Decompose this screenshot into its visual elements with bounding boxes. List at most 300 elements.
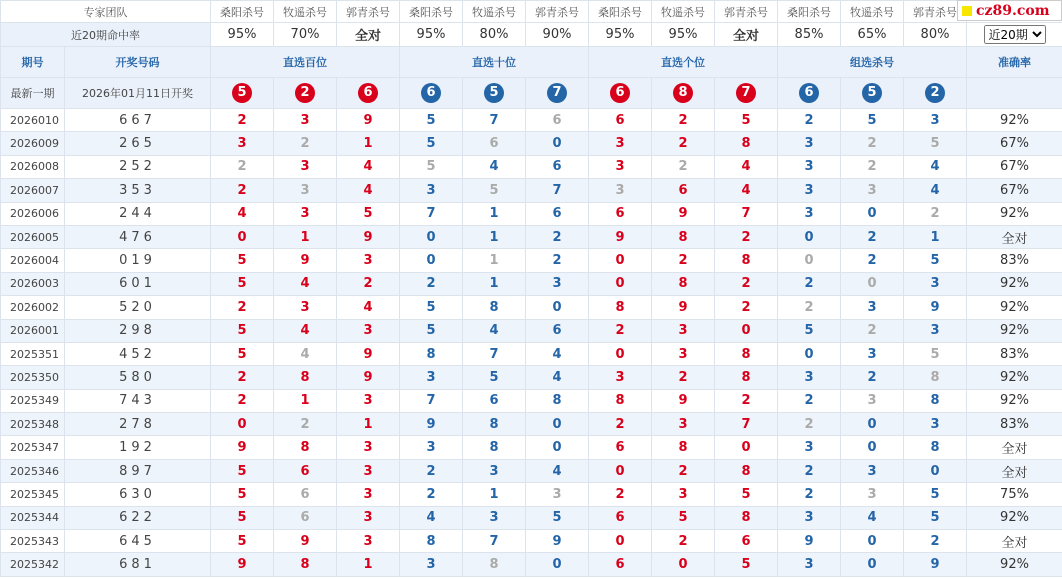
kill-number: 2 (652, 109, 715, 132)
kill-number: 6 (274, 506, 337, 529)
kill-number: 5 (463, 366, 526, 389)
logo-square-icon (962, 6, 972, 16)
expert-name: 牧遥杀号 (463, 1, 526, 23)
expert-name: 郭青杀号 (715, 1, 778, 23)
kill-number: 8 (715, 249, 778, 272)
number-ball: 6 (799, 83, 819, 103)
kill-number: 9 (652, 202, 715, 225)
kill-number: 2 (274, 413, 337, 436)
latest-ball-cell (841, 78, 904, 109)
kill-number: 5 (211, 530, 274, 553)
kill-number: 0 (841, 413, 904, 436)
kill-number: 4 (211, 202, 274, 225)
row-draw-number: 353 (65, 179, 211, 202)
kill-number: 3 (778, 132, 841, 155)
kill-number: 2 (841, 249, 904, 272)
kill-number: 0 (526, 436, 589, 459)
kill-number: 2 (589, 483, 652, 506)
kill-number: 3 (778, 553, 841, 576)
kill-number: 3 (337, 530, 400, 553)
kill-number: 1 (463, 202, 526, 225)
kill-number: 9 (274, 530, 337, 553)
row-draw-number: 265 (65, 132, 211, 155)
kill-number: 2 (337, 272, 400, 295)
kill-number: 3 (211, 132, 274, 155)
row-draw-number: 667 (65, 109, 211, 132)
kill-number: 2 (778, 389, 841, 412)
row-draw-number: 743 (65, 389, 211, 412)
kill-number: 1 (904, 225, 967, 248)
hit-rate: 全对 (337, 23, 400, 47)
kill-number: 2 (589, 413, 652, 436)
kill-number: 2 (778, 459, 841, 482)
row-issue: 2025351 (1, 342, 65, 365)
kill-number: 2 (778, 272, 841, 295)
kill-number: 1 (337, 553, 400, 576)
kill-number: 5 (526, 506, 589, 529)
table-row (1, 132, 1062, 155)
row-issue: 2026009 (1, 132, 65, 155)
expert-name: 郭青杀号 (526, 1, 589, 23)
kill-number: 4 (841, 506, 904, 529)
kill-number: 8 (463, 296, 526, 319)
kill-number: 3 (274, 296, 337, 319)
kill-number: 8 (715, 459, 778, 482)
kill-number: 5 (211, 506, 274, 529)
kill-number: 4 (463, 155, 526, 178)
row-issue: 2025346 (1, 459, 65, 482)
row-accuracy: 全对 (967, 436, 1062, 459)
number-ball: 6 (358, 83, 378, 103)
kill-number: 4 (337, 155, 400, 178)
kill-number: 0 (841, 530, 904, 553)
kill-number: 2 (652, 132, 715, 155)
kill-number: 0 (526, 413, 589, 436)
kill-number: 3 (463, 459, 526, 482)
team-label: 专家团队 (1, 1, 211, 23)
kill-number: 7 (400, 389, 463, 412)
table-row (1, 436, 1062, 459)
kill-number: 7 (715, 202, 778, 225)
kill-number: 0 (526, 132, 589, 155)
latest-ball-cell (526, 78, 589, 109)
hit-rate: 80% (463, 23, 526, 47)
kill-number: 3 (778, 436, 841, 459)
expert-name: 桑阳杀号 (400, 1, 463, 23)
number-ball: 7 (736, 83, 756, 103)
kill-number: 9 (652, 389, 715, 412)
kill-number: 2 (652, 366, 715, 389)
kill-number: 5 (904, 483, 967, 506)
kill-number: 0 (400, 225, 463, 248)
kill-number: 8 (274, 366, 337, 389)
kill-number: 6 (526, 155, 589, 178)
table-row (1, 202, 1062, 225)
hit-rate: 65% (841, 23, 904, 47)
kill-number: 3 (841, 389, 904, 412)
kill-number: 2 (589, 319, 652, 342)
kill-number: 3 (778, 366, 841, 389)
hit-rate: 95% (589, 23, 652, 47)
kill-number: 2 (211, 179, 274, 202)
site-logo[interactable] (957, 0, 1062, 21)
row-issue: 2026002 (1, 296, 65, 319)
kill-number: 2 (400, 272, 463, 295)
number-ball: 5 (862, 83, 882, 103)
row-issue: 2026007 (1, 179, 65, 202)
kill-number: 8 (715, 506, 778, 529)
table-row (1, 366, 1062, 389)
expert-name: 桑阳杀号 (589, 1, 652, 23)
kill-number: 9 (337, 109, 400, 132)
kill-number: 2 (715, 272, 778, 295)
kill-number: 3 (652, 342, 715, 365)
kill-number: 6 (652, 179, 715, 202)
kill-number: 3 (841, 296, 904, 319)
kill-number: 3 (904, 319, 967, 342)
row-issue: 2026001 (1, 319, 65, 342)
row-issue: 2026010 (1, 109, 65, 132)
header-group-kill: 组选杀号 (778, 47, 967, 78)
kill-number: 1 (274, 225, 337, 248)
row-accuracy: 92% (967, 272, 1062, 295)
latest-ball-cell (337, 78, 400, 109)
kill-number: 8 (274, 436, 337, 459)
latest-ball-cell (715, 78, 778, 109)
kill-number: 3 (841, 342, 904, 365)
latest-ball-cell (778, 78, 841, 109)
period-select-cell (967, 23, 1062, 47)
kill-number: 8 (715, 132, 778, 155)
row-draw-number: 278 (65, 413, 211, 436)
row-accuracy: 83% (967, 249, 1062, 272)
kill-number: 6 (715, 530, 778, 553)
kill-number: 2 (841, 225, 904, 248)
kill-number: 9 (652, 296, 715, 319)
row-issue: 2026008 (1, 155, 65, 178)
kill-number: 8 (652, 436, 715, 459)
table-row (1, 109, 1062, 132)
latest-accuracy-cell (967, 78, 1062, 109)
number-ball: 6 (610, 83, 630, 103)
latest-ball-cell (904, 78, 967, 109)
hit-rate-row (1, 23, 1062, 47)
kill-number: 0 (904, 459, 967, 482)
expert-name: 郭青杀号 (337, 1, 400, 23)
expert-name: 牧遥杀号 (841, 1, 904, 23)
kill-number: 5 (400, 319, 463, 342)
header-issue: 期号 (1, 47, 65, 78)
kill-number: 5 (211, 319, 274, 342)
kill-number: 3 (904, 272, 967, 295)
kill-number: 3 (526, 483, 589, 506)
kill-number: 5 (211, 249, 274, 272)
kill-number: 4 (337, 179, 400, 202)
table-row (1, 155, 1062, 178)
kill-number: 9 (337, 342, 400, 365)
kill-number: 4 (526, 342, 589, 365)
kill-number: 8 (904, 436, 967, 459)
kill-number: 5 (400, 296, 463, 319)
expert-name: 郭青杀号 (904, 1, 967, 23)
kill-number: 9 (274, 249, 337, 272)
kill-number: 4 (526, 459, 589, 482)
kill-number: 5 (778, 319, 841, 342)
hit-rate: 70% (274, 23, 337, 47)
row-issue: 2025345 (1, 483, 65, 506)
row-accuracy: 83% (967, 413, 1062, 436)
header-units: 直选个位 (589, 47, 778, 78)
row-draw-number: 622 (65, 506, 211, 529)
kill-number: 0 (589, 272, 652, 295)
row-issue: 2025343 (1, 530, 65, 553)
kill-number: 3 (589, 179, 652, 202)
kill-number: 4 (526, 366, 589, 389)
table-row (1, 225, 1062, 248)
kill-number: 8 (463, 553, 526, 576)
expert-team-row (1, 1, 1062, 23)
kill-number: 8 (715, 342, 778, 365)
kill-number: 3 (274, 202, 337, 225)
row-issue: 2026004 (1, 249, 65, 272)
hit-rate: 80% (904, 23, 967, 47)
kill-number: 2 (778, 109, 841, 132)
number-ball: 2 (295, 83, 315, 103)
kill-number: 3 (589, 366, 652, 389)
kill-number: 2 (841, 132, 904, 155)
row-draw-number: 580 (65, 366, 211, 389)
kill-number: 3 (589, 132, 652, 155)
kill-number: 3 (337, 459, 400, 482)
kill-number: 0 (778, 249, 841, 272)
kill-number: 0 (841, 436, 904, 459)
table-row (1, 342, 1062, 365)
header-tens: 直选十位 (400, 47, 589, 78)
kill-number: 0 (589, 459, 652, 482)
kill-number: 3 (841, 483, 904, 506)
row-draw-number: 452 (65, 342, 211, 365)
kill-number: 2 (274, 132, 337, 155)
row-accuracy: 75% (967, 483, 1062, 506)
kill-number: 9 (904, 553, 967, 576)
kill-number: 5 (400, 155, 463, 178)
kill-number: 4 (400, 506, 463, 529)
kill-number: 1 (337, 413, 400, 436)
kill-number: 2 (778, 413, 841, 436)
header-accuracy: 准确率 (967, 47, 1062, 78)
table-row (1, 249, 1062, 272)
table-row (1, 553, 1062, 576)
row-issue: 2026005 (1, 225, 65, 248)
hit-rate: 95% (211, 23, 274, 47)
kill-number: 2 (904, 530, 967, 553)
kill-number: 7 (400, 202, 463, 225)
number-ball: 8 (673, 83, 693, 103)
kill-number: 6 (526, 319, 589, 342)
kill-number: 5 (904, 249, 967, 272)
row-issue: 2025348 (1, 413, 65, 436)
kill-number: 9 (526, 530, 589, 553)
kill-number: 7 (463, 109, 526, 132)
kill-number: 8 (463, 413, 526, 436)
kill-number: 1 (463, 483, 526, 506)
kill-number: 2 (652, 459, 715, 482)
row-accuracy: 67% (967, 155, 1062, 178)
kill-number: 0 (589, 530, 652, 553)
row-draw-number: 897 (65, 459, 211, 482)
kill-number: 2 (211, 296, 274, 319)
latest-ball-cell (589, 78, 652, 109)
row-accuracy: 92% (967, 389, 1062, 412)
kill-number: 4 (904, 155, 967, 178)
kill-number: 9 (904, 296, 967, 319)
row-accuracy: 92% (967, 109, 1062, 132)
kill-number: 3 (400, 436, 463, 459)
kill-number: 2 (400, 459, 463, 482)
table-row (1, 459, 1062, 482)
period-select[interactable] (984, 25, 1046, 44)
row-accuracy: 92% (967, 366, 1062, 389)
number-ball: 5 (232, 83, 252, 103)
kill-number: 8 (589, 389, 652, 412)
kill-number: 3 (652, 483, 715, 506)
kill-number: 8 (589, 296, 652, 319)
latest-row (1, 78, 1062, 109)
row-draw-number: 630 (65, 483, 211, 506)
kill-number: 3 (337, 249, 400, 272)
kill-number: 3 (274, 155, 337, 178)
table-row (1, 296, 1062, 319)
row-draw-number: 645 (65, 530, 211, 553)
kill-number: 6 (589, 109, 652, 132)
kill-number: 2 (526, 225, 589, 248)
kill-number: 0 (526, 296, 589, 319)
kill-number: 9 (337, 225, 400, 248)
row-accuracy: 92% (967, 506, 1062, 529)
kill-number: 2 (841, 319, 904, 342)
kill-number: 3 (400, 366, 463, 389)
row-draw-number: 520 (65, 296, 211, 319)
kill-number: 3 (841, 459, 904, 482)
expert-name: 牧遥杀号 (652, 1, 715, 23)
logo-text: cz89.com (976, 2, 1050, 19)
table-row (1, 272, 1062, 295)
latest-ball-cell (652, 78, 715, 109)
row-accuracy: 83% (967, 342, 1062, 365)
kill-number: 0 (211, 413, 274, 436)
kill-number: 9 (337, 366, 400, 389)
kill-number: 6 (526, 202, 589, 225)
kill-number: 5 (337, 202, 400, 225)
header-draw: 开奖号码 (65, 47, 211, 78)
kill-number: 6 (589, 506, 652, 529)
kill-number: 1 (463, 225, 526, 248)
kill-number: 0 (778, 342, 841, 365)
kill-number: 2 (211, 366, 274, 389)
kill-number: 2 (652, 530, 715, 553)
kill-number: 2 (211, 389, 274, 412)
kill-number: 3 (337, 483, 400, 506)
hit-rate-label: 近20期命中率 (1, 23, 211, 47)
kill-number: 9 (589, 225, 652, 248)
row-draw-number: 298 (65, 319, 211, 342)
kill-number: 4 (463, 319, 526, 342)
kill-number: 5 (211, 342, 274, 365)
number-ball: 6 (421, 83, 441, 103)
kill-number: 9 (211, 553, 274, 576)
expert-name: 桑阳杀号 (778, 1, 841, 23)
row-accuracy: 92% (967, 202, 1062, 225)
row-accuracy: 92% (967, 553, 1062, 576)
kill-number: 0 (715, 436, 778, 459)
latest-ball-cell (274, 78, 337, 109)
kill-number: 8 (904, 366, 967, 389)
kill-number: 0 (589, 342, 652, 365)
kill-number: 5 (715, 553, 778, 576)
row-accuracy: 92% (967, 319, 1062, 342)
row-issue: 2025344 (1, 506, 65, 529)
row-issue: 2026003 (1, 272, 65, 295)
kill-number: 6 (589, 436, 652, 459)
row-accuracy: 全对 (967, 530, 1062, 553)
kill-number: 6 (463, 132, 526, 155)
kill-number: 3 (778, 506, 841, 529)
hit-rate: 95% (400, 23, 463, 47)
kill-number: 3 (652, 413, 715, 436)
kill-number: 8 (463, 436, 526, 459)
row-issue: 2025342 (1, 553, 65, 576)
table-row (1, 530, 1062, 553)
row-issue: 2025347 (1, 436, 65, 459)
kill-number: 4 (274, 272, 337, 295)
kill-number: 2 (652, 249, 715, 272)
kill-number: 0 (652, 553, 715, 576)
row-draw-number: 252 (65, 155, 211, 178)
table-row (1, 389, 1062, 412)
row-draw-number: 244 (65, 202, 211, 225)
kill-number: 1 (463, 272, 526, 295)
row-draw-number: 601 (65, 272, 211, 295)
kill-number: 3 (274, 179, 337, 202)
kill-number: 2 (778, 296, 841, 319)
kill-number: 3 (400, 179, 463, 202)
table-row (1, 319, 1062, 342)
column-header-row (1, 47, 1062, 78)
kill-number: 2 (715, 389, 778, 412)
kill-number: 7 (715, 413, 778, 436)
kill-number: 8 (274, 553, 337, 576)
number-ball: 2 (925, 83, 945, 103)
kill-number: 0 (841, 202, 904, 225)
kill-number: 6 (274, 459, 337, 482)
hit-rate: 85% (778, 23, 841, 47)
kill-number: 4 (274, 319, 337, 342)
hit-rate: 90% (526, 23, 589, 47)
kill-number: 4 (715, 179, 778, 202)
kill-number: 5 (652, 506, 715, 529)
table-row (1, 483, 1062, 506)
kill-number: 8 (400, 342, 463, 365)
kill-number: 4 (274, 342, 337, 365)
kill-number: 3 (400, 553, 463, 576)
kill-number: 7 (463, 342, 526, 365)
kill-number: 2 (715, 225, 778, 248)
kill-number: 8 (652, 225, 715, 248)
kill-number: 3 (778, 179, 841, 202)
row-issue: 2025349 (1, 389, 65, 412)
kill-number: 0 (715, 319, 778, 342)
latest-issue: 最新一期 (1, 78, 65, 109)
